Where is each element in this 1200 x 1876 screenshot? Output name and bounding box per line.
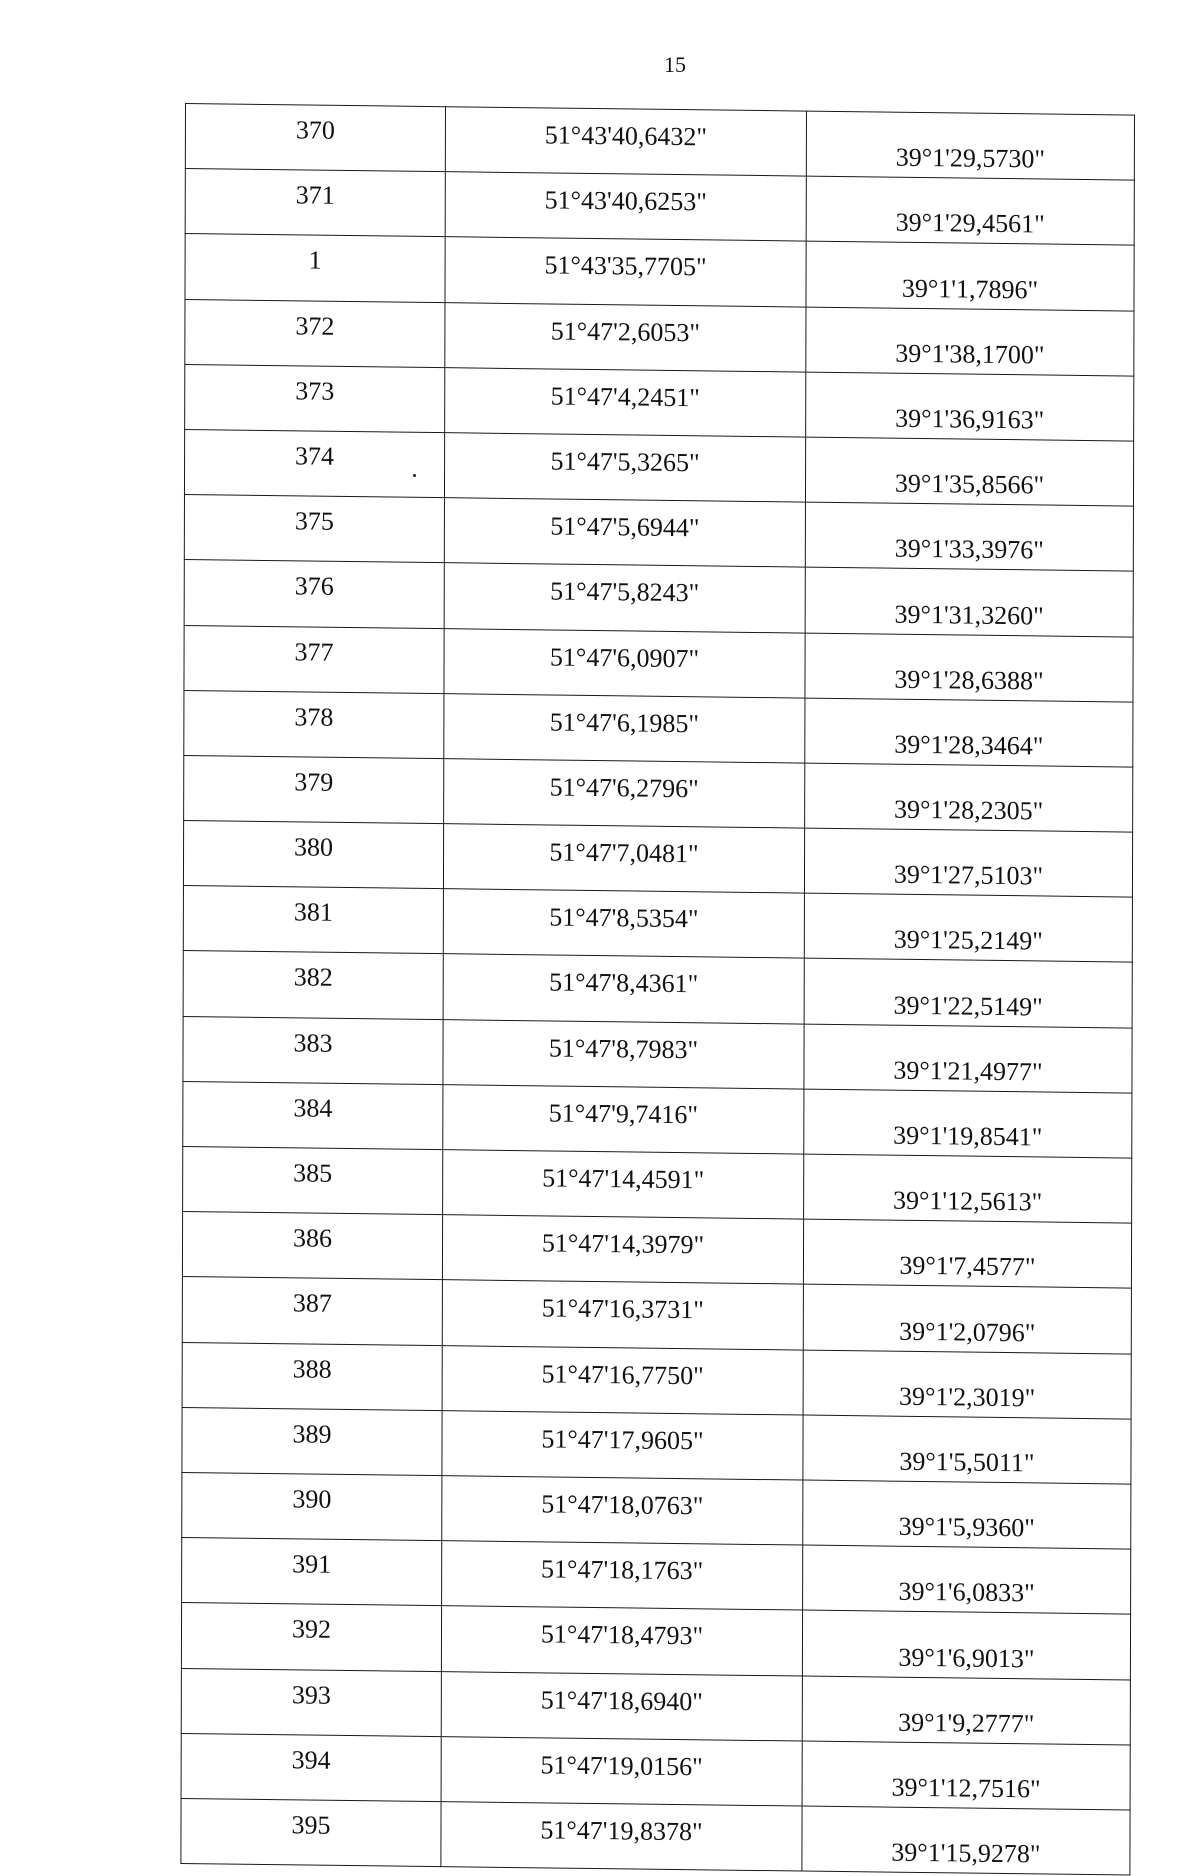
longitude-cell (805, 633, 1133, 702)
latitude-value: 51°47'8,5354" (549, 902, 699, 934)
longitude-cell (803, 1545, 1131, 1614)
table-row (184, 625, 1133, 702)
point-number-cell: 373 (185, 364, 445, 432)
latitude-value: 51°43'40,6432" (544, 120, 708, 152)
table-row (185, 104, 1134, 181)
table-row (185, 364, 1134, 441)
longitude-cell (805, 502, 1133, 571)
table-row (181, 1733, 1130, 1810)
point-number-cell: 385 (183, 1146, 443, 1214)
point-number-cell: 390 (182, 1472, 442, 1540)
longitude-cell (805, 437, 1133, 506)
latitude-cell (445, 172, 806, 242)
page-number: 15 (664, 52, 686, 77)
point-number-cell: 383 (183, 1016, 443, 1084)
longitude-cell (806, 307, 1134, 376)
point-number-cell: 377 (184, 625, 444, 693)
longitude-value: 39°1'7,4577" (899, 1251, 1036, 1282)
point-number-cell: 1 (185, 234, 445, 302)
point-number-cell: 376 (184, 560, 444, 628)
longitude-value: 39°1'29,5730" (895, 142, 1046, 174)
longitude-cell (805, 763, 1133, 832)
longitude-cell (802, 1741, 1130, 1810)
longitude-value: 39°1'5,5011" (899, 1446, 1035, 1478)
table-row (184, 495, 1133, 572)
latitude-value: 51°47'8,4361" (549, 967, 699, 999)
latitude-cell (441, 1802, 802, 1872)
longitude-cell (802, 1610, 1130, 1679)
longitude-value: 39°1'6,0833" (898, 1577, 1035, 1608)
latitude-cell (443, 1150, 804, 1220)
point-number-cell: 382 (183, 951, 443, 1019)
table-row (182, 1407, 1131, 1484)
longitude-value: 39°1'28,6388" (894, 664, 1044, 696)
latitude-cell (441, 1671, 802, 1741)
longitude-cell (803, 1350, 1131, 1419)
longitude-value: 39°1'6,9013" (898, 1642, 1035, 1673)
table-row (181, 1798, 1130, 1875)
longitude-value: 39°1'33,3976" (894, 533, 1044, 565)
latitude-value: 51°47'18,6940" (540, 1684, 703, 1716)
longitude-cell (804, 893, 1132, 962)
table-row (185, 234, 1134, 311)
longitude-cell (806, 176, 1134, 245)
latitude-value: 51°47'7,0481" (549, 837, 699, 869)
point-number-cell: 389 (182, 1407, 442, 1475)
longitude-value: 39°1'5,9360" (898, 1511, 1035, 1543)
latitude-cell (441, 1606, 802, 1676)
latitude-cell (442, 1345, 803, 1415)
longitude-value: 39°1'19,8541" (893, 1120, 1043, 1152)
longitude-cell (803, 1219, 1131, 1288)
longitude-cell (805, 567, 1133, 636)
coordinates-table-container (180, 103, 1131, 1876)
longitude-cell (803, 1415, 1131, 1484)
longitude-value: 39°1'22,5149" (893, 990, 1043, 1022)
latitude-cell (443, 1019, 804, 1089)
scan-speck (413, 474, 416, 477)
longitude-cell (805, 698, 1133, 767)
longitude-cell (804, 959, 1132, 1028)
point-number-cell: 371 (185, 169, 445, 237)
point-number-cell: 379 (184, 755, 444, 823)
latitude-cell (442, 1541, 803, 1611)
point-number-cell: 394 (181, 1733, 441, 1801)
latitude-value: 51°47'18,1763" (541, 1554, 704, 1586)
latitude-cell (444, 563, 805, 633)
point-number-cell: 393 (181, 1668, 441, 1736)
longitude-value: 39°1'12,7516" (891, 1772, 1041, 1804)
point-number-cell: 370 (185, 104, 445, 172)
latitude-value: 51°47'16,3731" (541, 1293, 704, 1325)
latitude-cell (442, 1476, 803, 1546)
longitude-value: 39°1'2,0796" (899, 1316, 1036, 1347)
latitude-value: 51°47'8,7983" (548, 1033, 699, 1064)
point-number-cell: 372 (185, 299, 445, 367)
latitude-cell (444, 693, 805, 763)
latitude-value: 51°47'17,9605" (541, 1424, 704, 1456)
latitude-cell (444, 433, 805, 503)
table-row (184, 560, 1133, 637)
latitude-value: 51°47'5,3265" (550, 446, 700, 478)
table-row (182, 1212, 1131, 1289)
latitude-value: 51°47'6,2796" (549, 772, 699, 804)
latitude-value: 51°47'18,0763" (541, 1489, 704, 1521)
latitude-cell (443, 824, 804, 894)
latitude-value: 51°47'6,1985" (549, 707, 700, 738)
table-row (182, 1472, 1131, 1549)
latitude-value: 51°47'18,4793" (540, 1619, 704, 1651)
latitude-value: 51°47'9,7416" (548, 1098, 698, 1130)
latitude-cell (442, 1410, 803, 1480)
table-row (185, 299, 1134, 376)
longitude-value: 39°1'36,9163" (895, 403, 1045, 435)
table-row (184, 755, 1133, 832)
longitude-value: 39°1'15,9278" (891, 1837, 1041, 1869)
latitude-value: 51°47'5,6944" (550, 511, 700, 543)
latitude-value: 51°47'14,3979" (541, 1228, 705, 1260)
longitude-value: 39°1'25,2149" (893, 925, 1043, 956)
latitude-value: 51°47'19,0156" (540, 1750, 703, 1782)
longitude-value: 39°1'28,2305" (894, 794, 1044, 826)
latitude-cell (445, 107, 806, 177)
latitude-value: 51°47'2,6053" (550, 316, 701, 347)
table-row (184, 429, 1133, 506)
longitude-cell (806, 111, 1134, 180)
longitude-cell (804, 1024, 1132, 1093)
table-row (183, 1016, 1132, 1093)
table-row (183, 886, 1132, 963)
latitude-cell (441, 1736, 802, 1806)
table-row (183, 821, 1132, 898)
point-number-cell: 391 (182, 1538, 442, 1606)
table-row (183, 1146, 1132, 1223)
coordinates-table (180, 103, 1135, 1876)
longitude-value: 39°1'2,3019" (898, 1381, 1036, 1413)
latitude-value: 51°47'4,2451" (550, 381, 700, 413)
point-number-cell: 375 (184, 495, 444, 563)
longitude-value: 39°1'1,7896" (901, 273, 1039, 304)
latitude-cell (443, 954, 804, 1024)
latitude-value: 51°47'19,8378" (540, 1815, 703, 1847)
point-number-cell: 388 (182, 1342, 442, 1410)
longitude-cell (802, 1676, 1130, 1745)
point-number-cell: 387 (182, 1277, 442, 1345)
latitude-value: 51°47'6,0907" (549, 641, 700, 673)
longitude-value: 39°1'21,4977" (893, 1055, 1043, 1087)
point-number-cell: 386 (182, 1212, 442, 1280)
point-number-cell: 380 (183, 821, 443, 889)
point-number-cell: 378 (184, 690, 444, 758)
latitude-cell (445, 367, 806, 437)
table-row (182, 1342, 1131, 1419)
point-number-cell: 384 (183, 1081, 443, 1149)
longitude-cell (804, 1089, 1132, 1158)
longitude-value: 39°1'31,3260" (894, 599, 1044, 630)
longitude-value: 39°1'35,8566" (894, 468, 1045, 500)
latitude-cell (444, 759, 805, 829)
latitude-cell (445, 302, 806, 372)
longitude-cell (804, 1154, 1132, 1223)
latitude-value: 51°43'40,6253" (544, 185, 707, 217)
longitude-value: 39°1'12,5613" (893, 1185, 1043, 1217)
latitude-cell (444, 628, 805, 698)
latitude-value: 51°47'5,8243" (550, 576, 700, 608)
longitude-value: 39°1'38,1700" (895, 338, 1045, 370)
longitude-cell (806, 241, 1134, 310)
point-number-cell: 381 (183, 886, 443, 954)
latitude-cell (443, 889, 804, 959)
table-row (181, 1603, 1130, 1680)
longitude-value: 39°1'27,5103" (893, 859, 1044, 891)
table-row (185, 169, 1134, 246)
longitude-cell (803, 1480, 1131, 1549)
coordinates-table-body (181, 104, 1135, 1876)
point-number-cell: 395 (181, 1798, 441, 1866)
table-row (181, 1668, 1130, 1745)
table-row (183, 951, 1132, 1028)
longitude-cell (802, 1806, 1130, 1875)
latitude-cell (443, 1084, 804, 1154)
longitude-value: 39°1'9,2777" (898, 1707, 1035, 1739)
point-number-cell: 392 (181, 1603, 441, 1671)
latitude-value: 51°43'35,7705" (544, 250, 707, 282)
latitude-cell (445, 237, 806, 307)
longitude-value: 39°1'29,4561" (895, 208, 1045, 239)
latitude-cell (442, 1280, 803, 1350)
latitude-cell (444, 498, 805, 568)
table-row (182, 1277, 1131, 1354)
longitude-cell (804, 828, 1132, 897)
table-row (184, 690, 1133, 767)
longitude-value: 39°1'28,3464" (894, 729, 1044, 761)
table-row (183, 1081, 1132, 1158)
longitude-cell (806, 372, 1134, 441)
point-number-cell: 374 (184, 429, 444, 497)
latitude-value: 51°47'14,4591" (542, 1163, 705, 1195)
table-row (182, 1538, 1131, 1615)
latitude-value: 51°47'16,7750" (541, 1358, 704, 1390)
longitude-cell (803, 1284, 1131, 1353)
latitude-cell (442, 1215, 803, 1285)
